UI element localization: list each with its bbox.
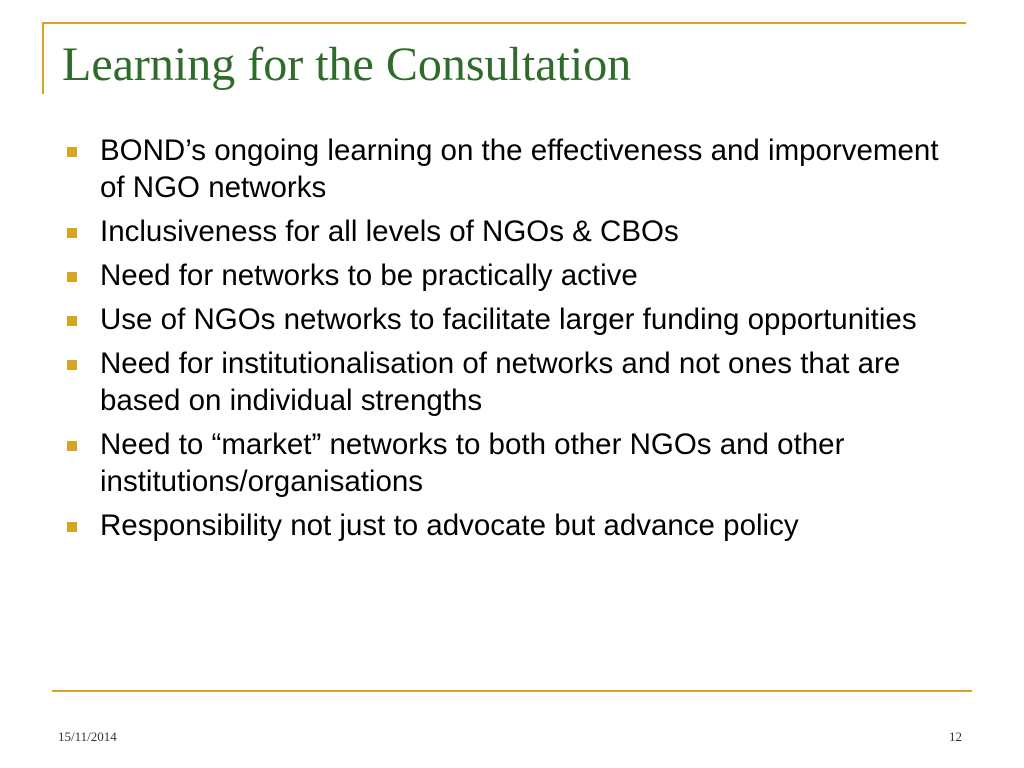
- bullet-item: [62, 301, 942, 338]
- square-bullet-icon: [67, 316, 77, 326]
- footer-rule: [52, 690, 972, 692]
- square-bullet-icon: [67, 360, 77, 370]
- bullet-text: Inclusiveness for all levels of NGOs & CBOs: [100, 215, 679, 248]
- bullet-text: BOND’s ongoing learning on the effectiveness and imporvement of NGO networks: [100, 134, 939, 204]
- square-bullet-icon: [67, 228, 77, 238]
- bullet-text: Use of NGOs networks to facilitate larger funding opportunities: [100, 303, 917, 336]
- page-number: 12: [949, 729, 962, 744]
- bullet-text: Responsibility not just to advocate but advance policy: [100, 509, 799, 542]
- square-bullet-icon: [67, 272, 77, 282]
- frame-left-rule: [42, 22, 44, 94]
- bullet-item: [62, 507, 942, 544]
- footer-date: 15/11/2014: [58, 729, 117, 744]
- bullet-list: [62, 132, 942, 551]
- bullet-item: [62, 345, 942, 419]
- square-bullet-icon: [67, 441, 77, 451]
- bullet-item: [62, 213, 942, 250]
- bullet-text: Need for networks to be practically active: [100, 259, 638, 292]
- slide-title: Learning for the Consultation: [62, 38, 632, 91]
- frame-top-rule: [42, 22, 966, 24]
- bullet-item: [62, 257, 942, 294]
- square-bullet-icon: [67, 522, 77, 532]
- bullet-item: [62, 132, 942, 206]
- bullet-text: Need to “market” networks to both other NGOs and other institutions/organisations: [100, 428, 845, 498]
- bullet-text: Need for institutionalisation of networks and not ones that are based on individual strengths: [100, 347, 901, 417]
- bullet-item: [62, 426, 942, 500]
- square-bullet-icon: [67, 147, 77, 157]
